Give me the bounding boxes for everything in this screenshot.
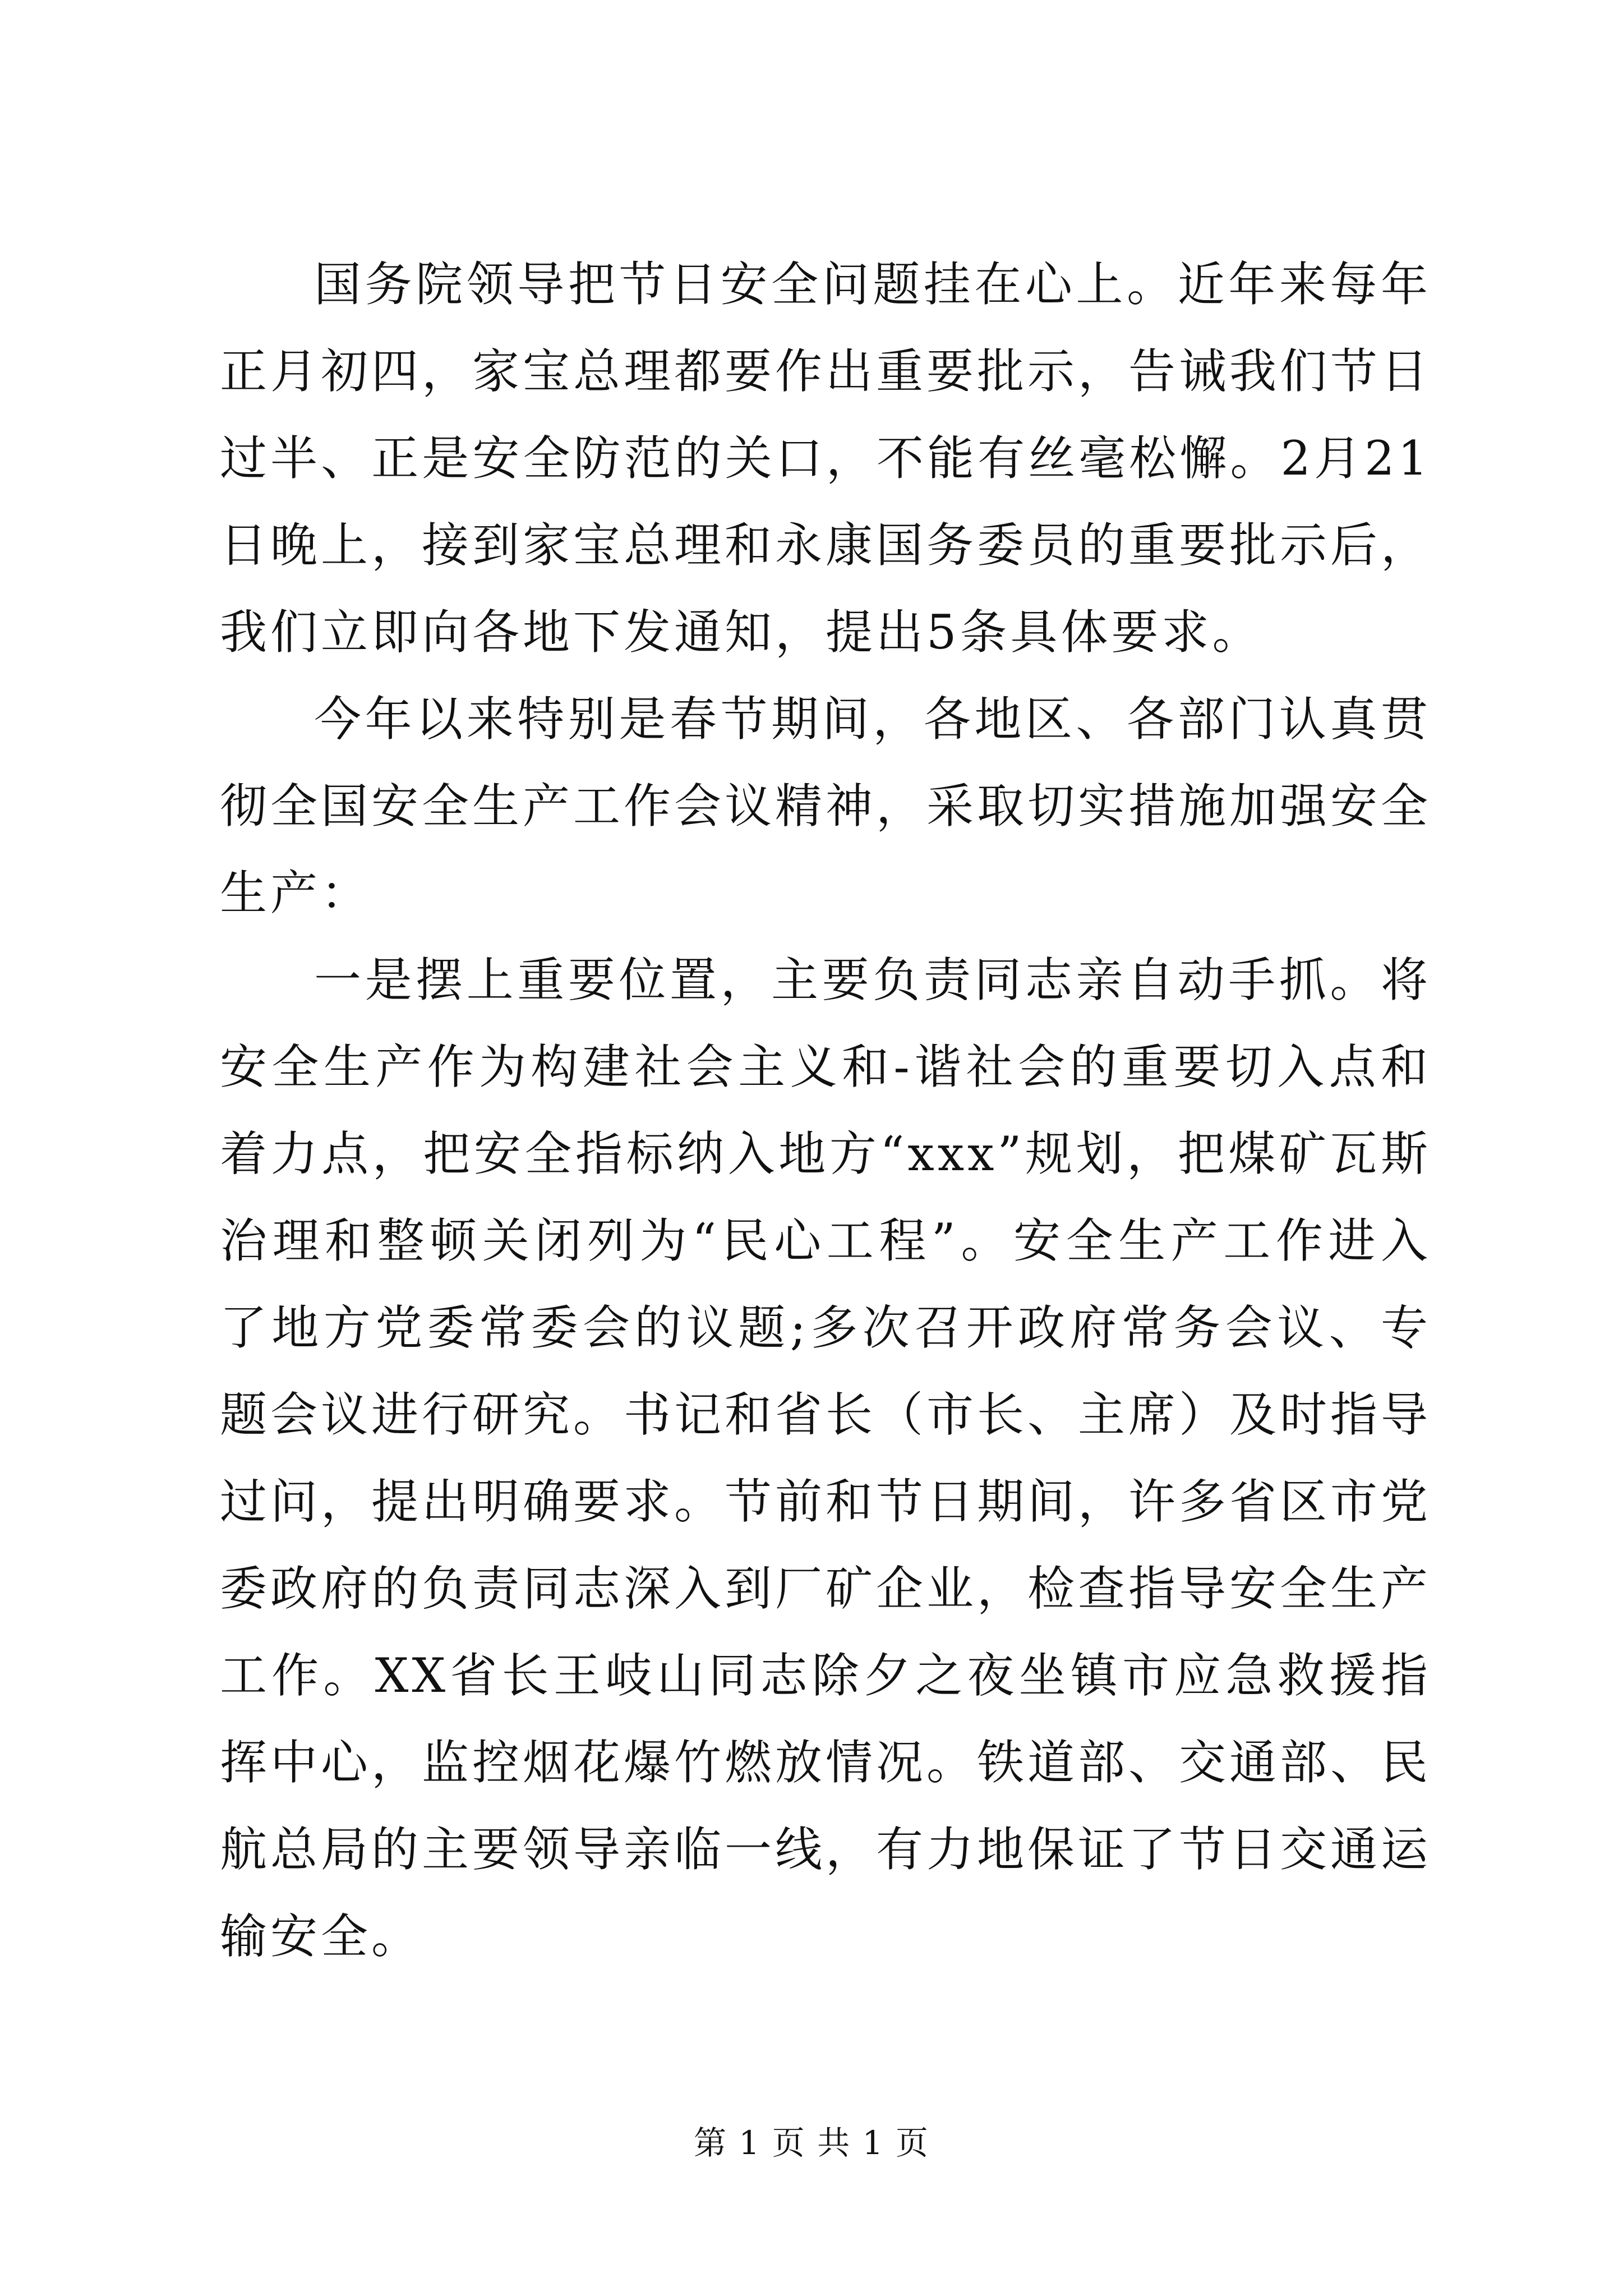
paragraph-2: 今年以来特别是春节期间，各地区、各部门认真贯彻全国安全生产工作会议精神，采取切实措施加强安全生产：: [220, 692, 1432, 921]
paragraph-3: 一是摆上重要位置，主要负责同志亲自动手抓。将安全生产作为构建社会主义和-谐社会的重要切入点和着力点，把安全指标纳入地方“xxx”规划，把煤矿瓦斯治理和整顿关闭列为“民心工程”。安全生产工作进入了地方党委常委会的议题;多次召开政府常务会议、专题会议进行研究。书记和省长（市长、主席）及时指导过问，提出明确要求。节前和节日期间，许多省区市党委政府的负责同志深入到厂矿企业，检查指导安全生产工作。XX省长王岐山同志除夕之夜坐镇市应急救援指挥中心，监控烟花爆竹燃放情况。铁道部、交通部、民航总局的主要领导亲临一线，有力地保证了节日交通运输安全。: [220, 953, 1432, 1964]
page-footer: 第 1 页 共 1 页: [694, 2124, 929, 2162]
document-body: [220, 241, 1431, 1980]
paragraph-1: 国务院领导把节日安全问题挂在心上。近年来每年正月初四，家宝总理都要作出重要批示，告诫我们节日过半、正是安全防范的关口，不能有丝毫松懈。2月21日晚上，接到家宝总理和永康国务委员的重要批示后，我们立即向各地下发通知，提出5条具体要求。: [220, 257, 1432, 660]
